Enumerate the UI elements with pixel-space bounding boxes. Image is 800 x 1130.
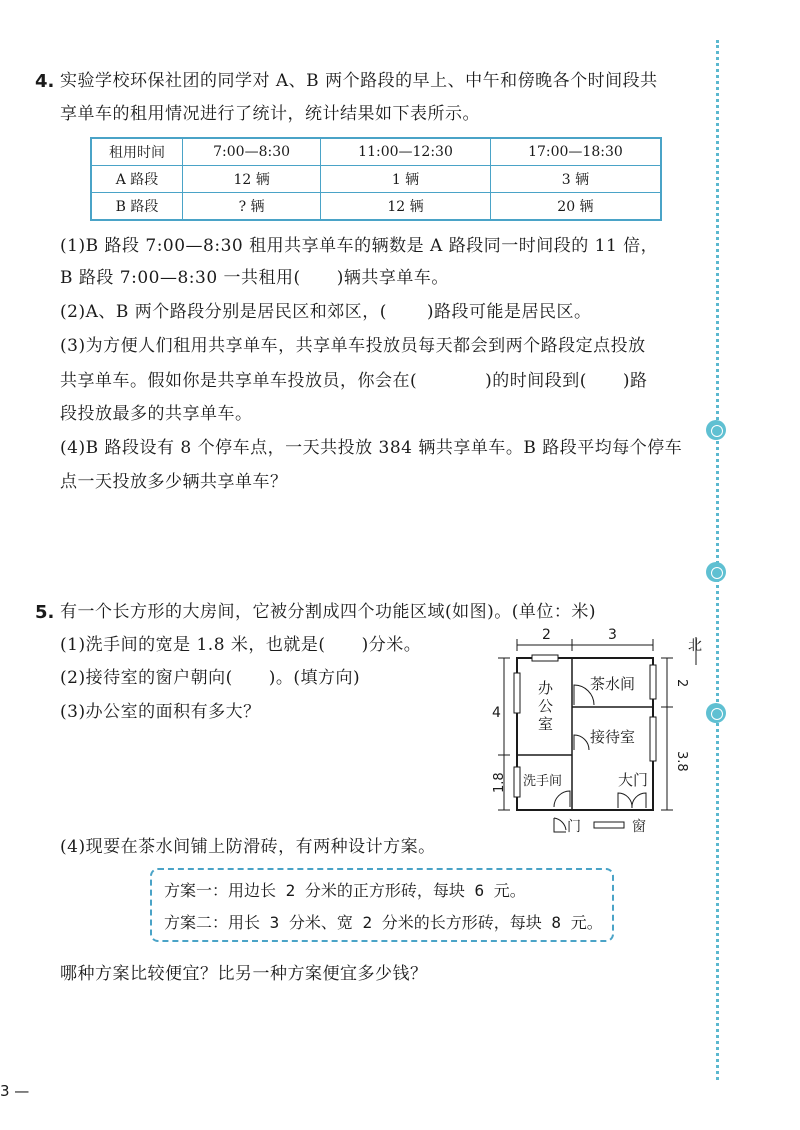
table-cell: 7:00—8:30	[183, 138, 321, 166]
q4-stem-line1: 实验学校环保社团的同学对 A、B 两个路段的早上、中午和傍晚各个时间段共	[60, 71, 658, 91]
office-label: 办	[538, 679, 554, 697]
q4-part4-line2: 点一天投放多少辆共享单车？	[60, 472, 288, 492]
plan-two: 方案二：用长 3 分米、宽 2 分米的长方形砖，每块 8 元。	[164, 913, 603, 932]
question-4-number: 4.	[35, 71, 55, 92]
q5-part1-text-b: )分米。	[361, 635, 422, 655]
window-icon	[514, 767, 520, 797]
legend-door-label: 门	[567, 819, 581, 835]
dim-top-left: 2	[542, 627, 551, 643]
q4-part1-text-b: )辆共享单车。	[336, 268, 449, 288]
q4-part1-line2	[60, 268, 449, 288]
q5-part1-line	[60, 635, 421, 655]
main-door-label: 大门	[618, 771, 649, 789]
q5-part2-text-b: )。(填方向)	[268, 668, 361, 688]
north-label: 北	[688, 638, 702, 654]
page-number: 3 —	[0, 1082, 30, 1100]
question-5-number: 5.	[35, 602, 55, 623]
window-icon	[514, 673, 520, 713]
q4-stem-line2: 享单车的租用情况进行了统计，统计结果如下表所示。	[60, 104, 480, 124]
door-icon	[618, 793, 632, 808]
window-icon	[650, 717, 656, 761]
office-label: 室	[538, 715, 554, 733]
q4-part3-line1: (3)为方便人们租用共享单车，共享单车投放员每天都会到两个路段定点投放	[60, 336, 646, 356]
q4-part3-line2	[60, 371, 648, 391]
q4-part3-text-c: )路	[622, 371, 648, 391]
margin-dotted-line	[716, 40, 719, 1080]
legend-door-arc	[554, 818, 566, 830]
reception-label: 接待室	[590, 728, 636, 746]
q4-part3-text-b: )的时间段到(	[485, 371, 587, 391]
washroom-label: 洗手间	[523, 774, 563, 789]
table-cell: 1 辆	[321, 166, 491, 193]
table-cell: 租用时间	[91, 138, 183, 166]
table-cell: 11:00—12:30	[321, 138, 491, 166]
table-cell: B 路段	[91, 193, 183, 221]
q4-part4-line1: (4)B 路段设有 8 个停车点，一天共投放 384 辆共享单车。B 路段平均每个停车	[60, 438, 683, 458]
table-cell: ? 辆	[183, 193, 321, 221]
office-label: 公	[538, 697, 554, 715]
dim-left-upper: 4	[492, 705, 501, 721]
q5-final-question: 哪种方案比较便宜？比另一种方案便宜多少钱？	[60, 964, 428, 984]
plans-box	[150, 868, 614, 942]
table-cell: 12 辆	[321, 193, 491, 221]
window-icon	[650, 665, 656, 699]
q5-part2-line	[60, 668, 360, 688]
table-cell: 20 辆	[490, 193, 661, 221]
margin-dot	[706, 562, 726, 582]
q5-part1-text-a: (1)洗手间的宽是 1.8 米，也就是(	[60, 635, 326, 655]
q5-part4-line: (4)现要在茶水间铺上防滑砖，有两种设计方案。	[60, 837, 436, 857]
q4-part2-text-a: (2)A、B 两个路段分别是居民区和郊区，(	[60, 302, 387, 322]
dim-top-right: 3	[608, 627, 617, 643]
q4-part1-text-a: B 路段 7:00—8:30 一共租用(	[60, 268, 301, 288]
q4-part2-line	[60, 302, 592, 322]
q4-part3-text-a: 共享单车。假如你是共享单车投放员，你会在(	[60, 371, 418, 391]
plan-one: 方案一：用边长 2 分米的正方形砖，每块 6 元。	[164, 881, 526, 900]
q4-part2-text-b: )路段可能是居民区。	[426, 302, 592, 322]
table-cell: A 路段	[91, 166, 183, 193]
floor-plan-diagram	[490, 625, 710, 835]
q5-part3-line: (3)办公室的面积有多大？	[60, 702, 261, 722]
q4-part3-line3: 段投放最多的共享单车。	[60, 404, 253, 424]
table-cell: 3 辆	[490, 166, 661, 193]
margin-dot	[706, 420, 726, 440]
rental-table	[90, 137, 662, 221]
q5-part2-text-a: (2)接待室的窗户朝向(	[60, 668, 233, 688]
legend-window-icon	[594, 822, 624, 828]
table-row	[91, 166, 661, 193]
table-row	[91, 193, 661, 221]
dim-left-lower: 1.8	[492, 772, 507, 793]
dim-right-upper: 2	[674, 679, 689, 688]
q5-stem: 有一个长方形的大房间，它被分割成四个功能区域(如图)。(单位：米)	[60, 602, 597, 622]
door-icon	[632, 793, 646, 808]
window-icon	[532, 655, 558, 661]
table-cell: 12 辆	[183, 166, 321, 193]
table-cell: 17:00—18:30	[490, 138, 661, 166]
table-header-row	[91, 138, 661, 166]
dim-right-lower: 3.8	[674, 751, 689, 772]
q4-part1-line1: (1)B 路段 7:00—8:30 租用共享单车的辆数是 A 路段同一时间段的 11 倍，	[60, 236, 659, 256]
tea-room-label: 茶水间	[590, 675, 636, 693]
legend-window-label: 窗	[632, 819, 646, 835]
door-icon	[554, 791, 570, 807]
door-icon	[574, 735, 589, 750]
